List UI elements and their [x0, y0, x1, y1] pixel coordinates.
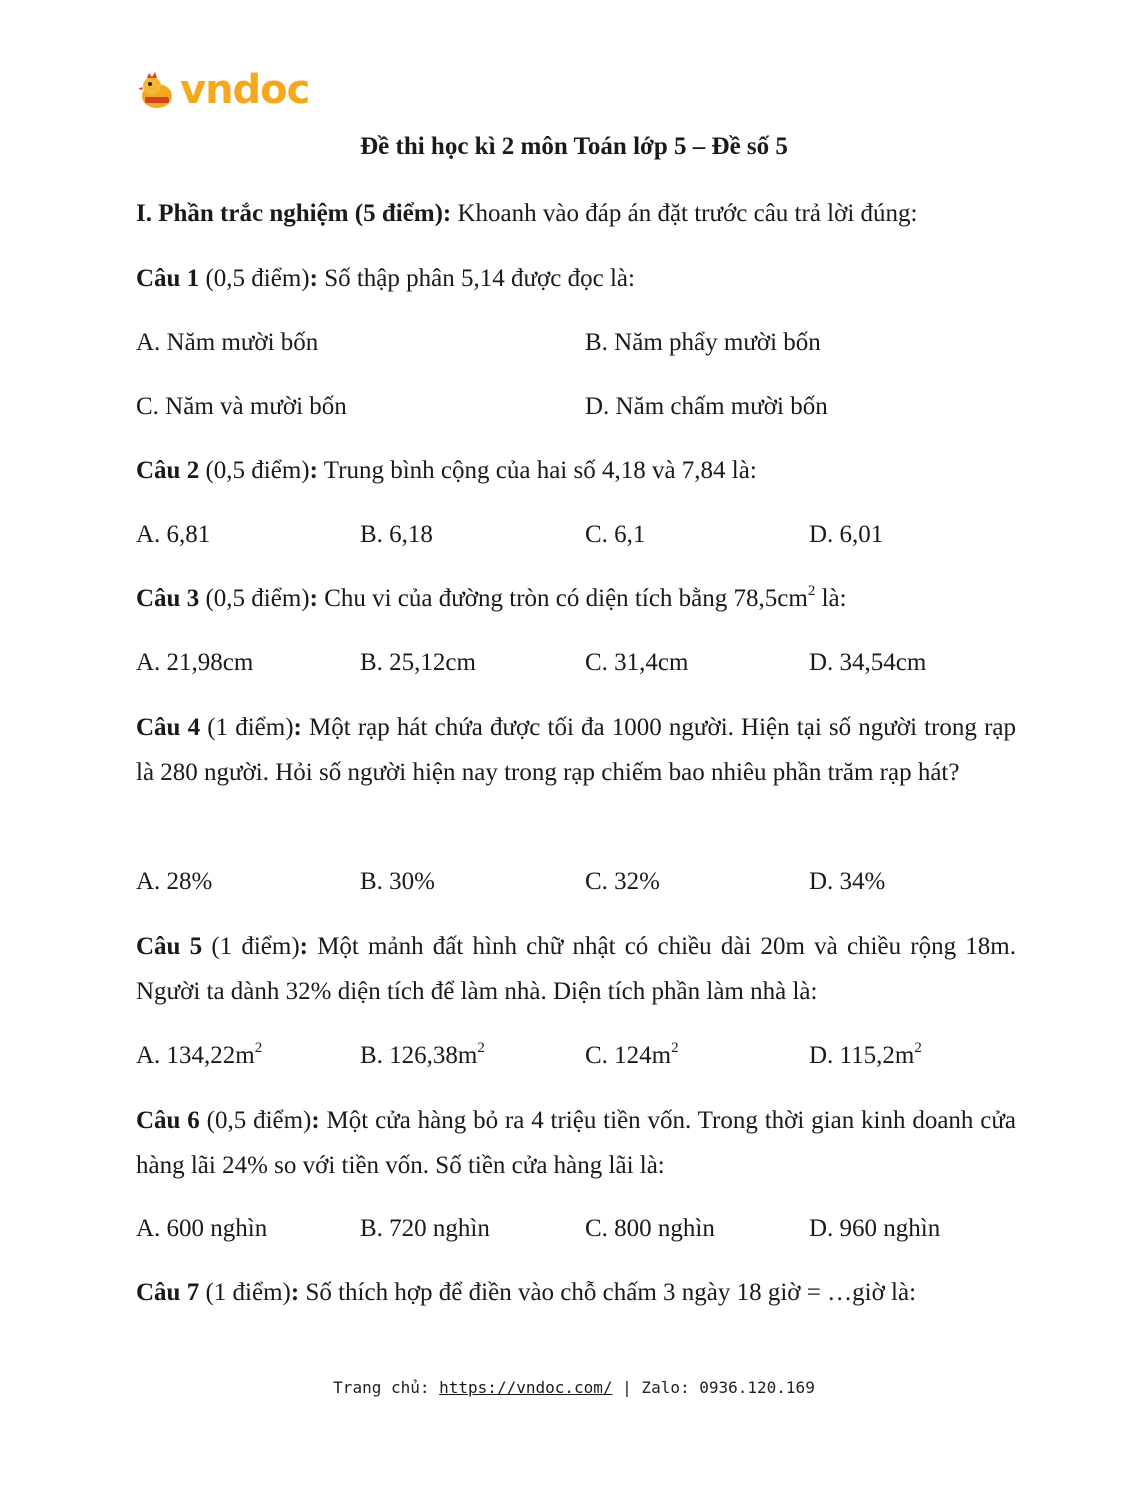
option-a[interactable]: A. Năm mười bốn	[136, 329, 319, 356]
question-points: (0,5 điểm)	[199, 265, 310, 292]
option-c[interactable]: C. 31,4cm	[585, 649, 689, 676]
homepage-link[interactable]: https://vndoc.com/	[439, 1378, 613, 1397]
question-text: Số thập phân 5,14 được đọc là:	[317, 265, 635, 292]
section-instruction: Khoanh vào đáp án đặt trước câu trả lời đúng:	[451, 200, 918, 227]
section-heading	[136, 200, 918, 228]
brand-name: vndoc	[180, 67, 310, 113]
option-c[interactable]: C. 6,1	[585, 521, 646, 548]
question-2: Câu 2 (0,5 điểm): Trung bình cộng của hai số 4,18 và 7,84 là:	[136, 457, 757, 484]
option-a[interactable]: A. $134,22m^2$	[136, 1040, 263, 1069]
question-points: (1 điểm)	[202, 933, 300, 960]
question-label: Câu 5	[136, 933, 203, 960]
question-text: Chu vi của đường tròn có diện tích bằng 78,5cm	[317, 585, 808, 612]
section-title: I. Phần trắc nghiệm (5 điểm):	[136, 200, 452, 227]
option-d[interactable]: D. 34,54cm	[809, 649, 927, 676]
option-c[interactable]: C. 800 nghìn	[585, 1215, 715, 1242]
option-c[interactable]: C. $124m^2$	[585, 1040, 679, 1069]
chicken-mascot-icon	[136, 69, 178, 111]
option-a[interactable]: A. 600 nghìn	[136, 1215, 268, 1242]
question-text: Một cửa hàng bỏ ra 4 triệu tiền vốn. Trong thời gian kinh doanh cửa hàng lãi 24% so với tiền vốn. Số tiền cửa hàng lãi là:	[136, 1107, 1016, 1179]
question-text: Một mảnh đất hình chữ nhật có chiều dài 20m và chiều rộng 18m. Người ta dành 32% diện tích để làm nhà. Diện tích phần làm nhà là:	[136, 933, 1016, 1005]
option-d[interactable]: D. 6,01	[809, 521, 884, 548]
question-points: (0,5 điểm)	[199, 1107, 312, 1134]
question-points: (0,5 điểm)	[199, 585, 310, 612]
question-label: Câu 7	[136, 1279, 200, 1306]
vndoc-logo[interactable]	[136, 66, 309, 114]
option-a[interactable]: A. 6,81	[136, 521, 211, 548]
question-text: Số thích hợp để điền vào chỗ chấm 3 ngày 18 giờ = …giờ là:	[299, 1279, 917, 1306]
option-d[interactable]: D. 960 nghìn	[809, 1215, 941, 1242]
footer-prefix: Trang chủ:	[333, 1378, 440, 1397]
question-3: Câu 3 (0,5 điểm): Chu vi của đường tròn có diện tích bằng $78,5cm^2$ là:	[136, 583, 847, 612]
option-d[interactable]: D. $115,2m^2$	[809, 1040, 922, 1069]
option-b[interactable]: B. 25,12cm	[360, 649, 476, 676]
question-6: Câu 6 (0,5 điểm): Một cửa hàng bỏ ra 4 triệu tiền vốn. Trong thời gian kinh doanh cửa hàng lãi 24% so với tiền vốn. Số tiền cửa hàng lãi là:	[136, 1107, 1016, 1179]
page-footer	[0, 1378, 1148, 1397]
question-points: (1 điểm)	[200, 714, 294, 741]
option-b[interactable]: B. 720 nghìn	[360, 1215, 490, 1242]
question-label: Câu 4	[136, 714, 201, 741]
question-label: Câu 6	[136, 1107, 200, 1134]
page-title: Đề thi học kì 2 môn Toán lớp 5 – Đề số 5	[360, 133, 788, 160]
question-label: Câu 3	[136, 585, 200, 612]
option-c[interactable]: C. 32%	[585, 868, 660, 895]
option-d[interactable]: D. Năm chấm mười bốn	[585, 393, 828, 420]
footer-contact: | Zalo: 0936.120.169	[612, 1378, 815, 1397]
option-b[interactable]: B. 30%	[360, 868, 435, 895]
question-points: (0,5 điểm)	[199, 457, 310, 484]
option-b[interactable]: B. Năm phẩy mười bốn	[585, 329, 821, 356]
option-b[interactable]: B. 6,18	[360, 521, 433, 548]
option-a[interactable]: A. 28%	[136, 868, 213, 895]
question-7: Câu 7 (1 điểm): Số thích hợp để điền vào chỗ chấm 3 ngày 18 giờ = …giờ là:	[136, 1279, 917, 1306]
question-points: (1 điểm)	[199, 1279, 291, 1306]
question-text: Một rạp hát chứa được tối đa 1000 người. Hiện tại số người trong rạp là 280 người. Hỏi số người hiện nay trong rạp chiếm bao nhiêu phần trăm rạp hát?	[136, 714, 1016, 786]
question-1: Câu 1 (0,5 điểm): Số thập phân 5,14 được đọc là:	[136, 265, 635, 292]
option-a[interactable]: A. 21,98cm	[136, 649, 254, 676]
option-b[interactable]: B. $126,38m^2$	[360, 1040, 485, 1069]
question-5: Câu 5 (1 điểm): Một mảnh đất hình chữ nhật có chiều dài 20m và chiều rộng 18m. Người ta dành 32% diện tích để làm nhà. Diện tích phần làm nhà là:	[136, 933, 1016, 1005]
question-label: Câu 1	[136, 265, 200, 292]
option-c[interactable]: C. Năm và mười bốn	[136, 393, 347, 420]
question-label: Câu 2	[136, 457, 200, 484]
option-d[interactable]: D. 34%	[809, 868, 886, 895]
question-text: Trung bình cộng của hai số 4,18 và 7,84 là:	[317, 457, 757, 484]
question-4: Câu 4 (1 điểm): Một rạp hát chứa được tối đa 1000 người. Hiện tại số người trong rạp là 280 người. Hỏi số người hiện nay trong rạp chiếm bao nhiêu phần trăm rạp hát?	[136, 714, 1016, 786]
